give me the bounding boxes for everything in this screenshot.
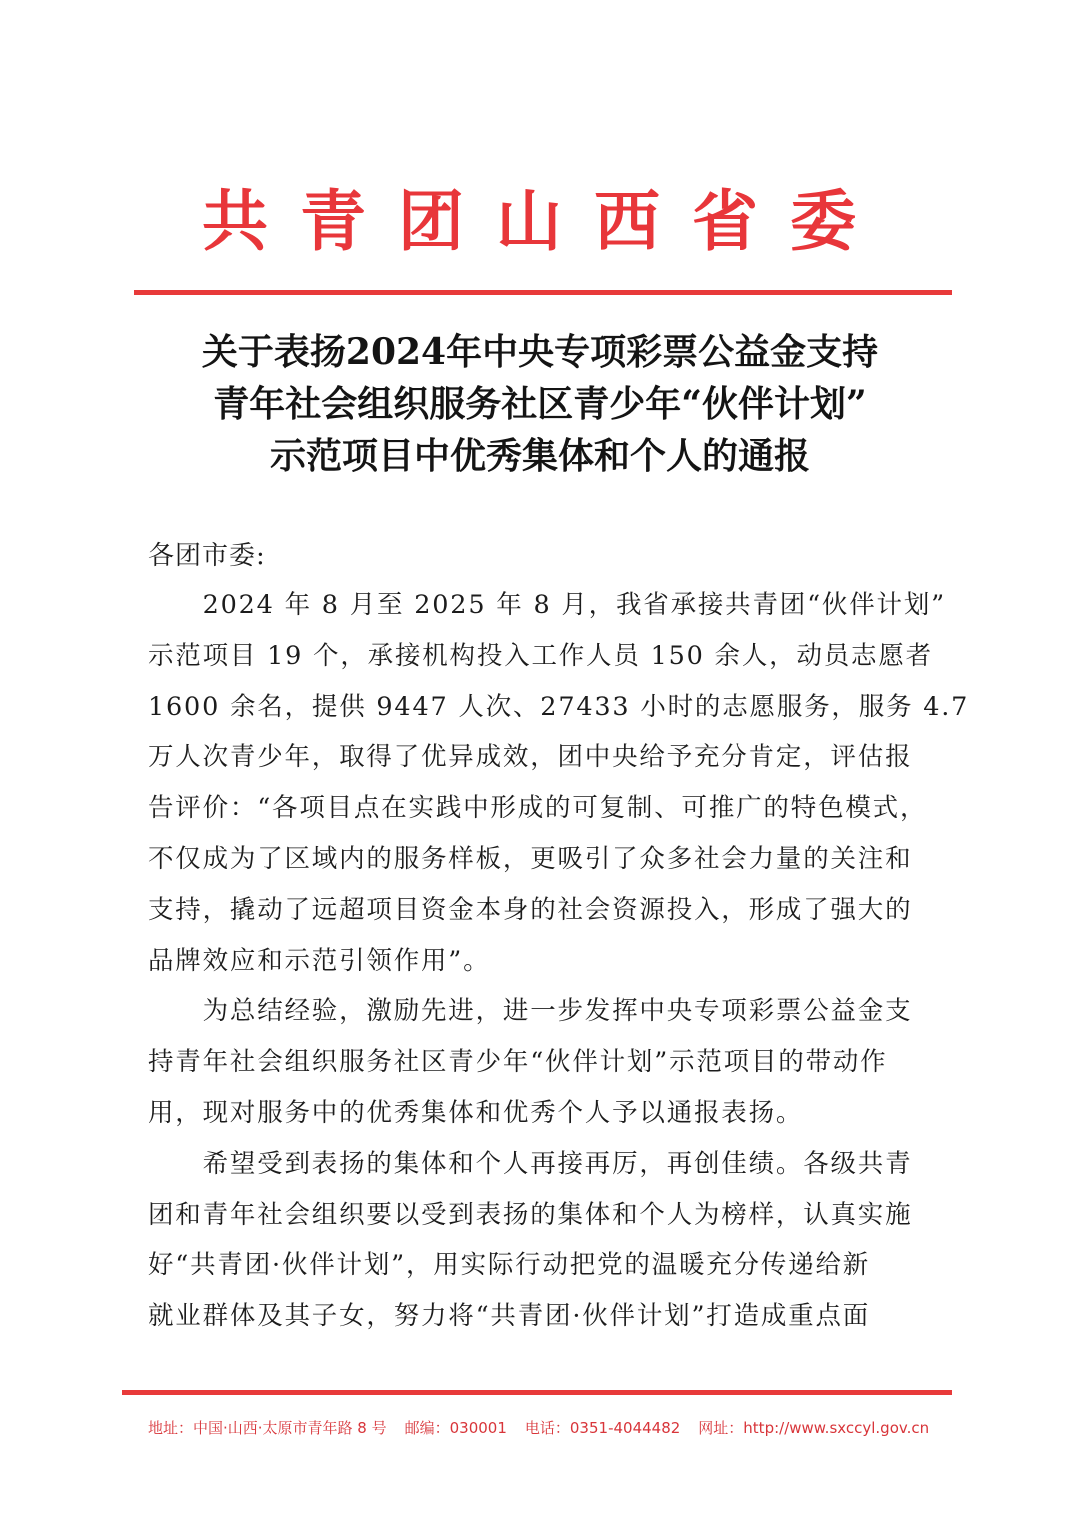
body-line: 品牌效应和示范引领作用”。 — [148, 945, 491, 976]
footer-address: 地址：中国·山西·太原市青年路 8 号 — [148, 1419, 387, 1437]
body-line: 持青年社会组织服务社区青少年“伙伴计划”示范项目的带动作 — [148, 1047, 888, 1078]
body-line: 2024 年 8 月至 2025 年 8 月，我省承接共青团“伙伴计划” — [148, 590, 946, 620]
body-line: 支持，撬动了远超项目资金本身的社会资源投入，形成了强大的 — [148, 894, 913, 925]
title-line: 青年社会组织服务社区青少年“伙伴计划” — [213, 383, 867, 425]
footer-website: 网址：http://www.sxccyl.gov.cn — [698, 1419, 930, 1437]
salutation: 各团市委: — [148, 541, 266, 571]
body-line: 示范项目 19 个，承接机构投入工作人员 150 余人，动员志愿者 — [148, 640, 933, 671]
body-line: 万人次青少年，取得了优异成效，团中央给予充分肯定，评估报 — [148, 742, 913, 773]
body-line: 好“共青团·伙伴计划”，用实际行动把党的温暖充分传递给新 — [148, 1250, 871, 1281]
body-line: 告评价：“各项目点在实践中形成的可复制、可推广的特色模式， — [148, 793, 928, 824]
document-body — [148, 580, 970, 1342]
title-line: 关于表扬2024年中央专项彩票公益金支持 — [201, 331, 879, 373]
body-line: 用，现对服务中的优秀集体和优秀个人予以通报表扬。 — [148, 1097, 804, 1128]
body-line: 为总结经验，激励先进，进一步发挥中央专项彩票公益金支 — [148, 996, 913, 1027]
document-title — [110, 326, 970, 482]
body-line: 团和青年社会组织要以受到表扬的集体和个人为榜样，认真实施 — [148, 1199, 913, 1230]
body-line: 希望受到表扬的集体和个人再接再厉，再创佳绩。各级共青 — [148, 1148, 913, 1179]
footer-phone: 电话：0351-4044482 — [524, 1419, 681, 1437]
body-line: 1600 余名，提供 9447 人次、27433 小时的志愿服务，服务 4.7 — [148, 691, 970, 722]
body-line: 就业群体及其子女，努力将“共青团·伙伴计划”打造成重点面 — [148, 1301, 871, 1332]
footer-postcode: 邮编：030001 — [404, 1419, 507, 1437]
title-line: 示范项目中优秀集体和个人的通报 — [269, 435, 810, 477]
letterhead-footer — [148, 1417, 948, 1438]
footer-divider — [122, 1390, 952, 1395]
letterhead-divider — [134, 290, 952, 295]
body-line: 不仅成为了区域内的服务样板，更吸引了众多社会力量的关注和 — [148, 843, 913, 874]
org-letterhead: 共青团山西省委 — [202, 182, 888, 260]
